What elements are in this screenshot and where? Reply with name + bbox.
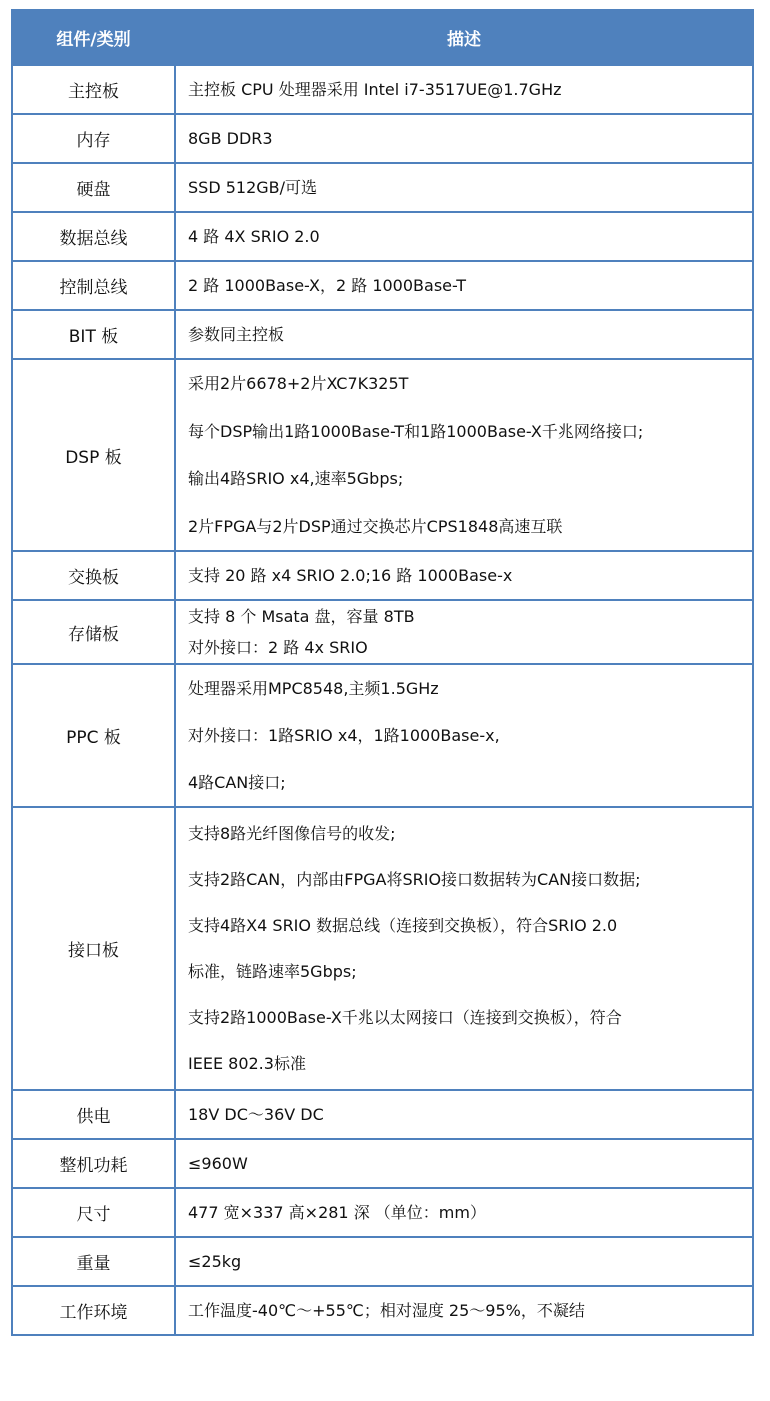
row-category: 工作环境 [12,1286,175,1335]
table-row [12,163,753,212]
row-description: 支持 20 路 x4 SRIO 2.0;16 路 1000Base-x [175,551,753,600]
row-category: 存储板 [12,600,175,664]
table-row [12,212,753,261]
row-description: 参数同主控板 [175,310,753,359]
description-line: 处理器采用MPC8548,主频1.5GHz [188,679,439,698]
row-description [175,807,753,1090]
description-line: 每个DSP输出1路1000Base-T和1路1000Base-X千兆网络接口; [188,421,644,441]
description-line: 对外接口：2 路 4x SRIO [188,638,368,657]
table-row [12,600,753,664]
row-category: 交换板 [12,551,175,600]
row-description: 2 路 1000Base-X，2 路 1000Base-T [175,261,753,310]
table-row [12,1090,753,1139]
row-description: ≤960W [175,1139,753,1188]
row-category: 控制总线 [12,261,175,310]
description-line: 支持4路X4 SRIO 数据总线（连接到交换板），符合SRIO 2.0 [188,915,618,935]
row-description: 477 宽×337 高×281 深 （单位：mm） [175,1188,753,1237]
description-line: 支持 8 个 Msata 盘，容量 8TB [188,607,415,626]
description-line: 支持8路光纤图像信号的收发; [188,823,396,843]
table-row [12,359,753,551]
row-description: ≤25kg [175,1237,753,1286]
header-description: 描述 [175,10,753,65]
description-line: 2片FPGA与2片DSP通过交换芯片CPS1848高速互联 [188,516,563,536]
row-category: DSP 板 [12,359,175,551]
row-category: 主控板 [12,65,175,114]
row-description: 工作温度-40℃～+55℃；相对湿度 25～95%，不凝结 [175,1286,753,1335]
row-category: 接口板 [12,807,175,1090]
table-row [12,114,753,163]
table-row [12,1188,753,1237]
row-category: 数据总线 [12,212,175,261]
description-line: 支持2路CAN，内部由FPGA将SRIO接口数据转为CAN接口数据; [188,869,641,889]
row-description [175,664,753,807]
table-row [12,65,753,114]
row-description [175,359,753,551]
row-category: 供电 [12,1090,175,1139]
row-category: PPC 板 [12,664,175,807]
table-row [12,807,753,1090]
spec-table [11,9,754,1336]
table-row [12,664,753,807]
description-line: 输出4路SRIO x4,速率5Gbps; [188,469,404,488]
row-category: 硬盘 [12,163,175,212]
row-description: 主控板 CPU 处理器采用 Intel i7-3517UE@1.7GHz [175,65,753,114]
description-line: 4路CAN接口; [188,773,286,792]
table-header-row [12,10,753,65]
table-row [12,1286,753,1335]
row-description: 18V DC～36V DC [175,1090,753,1139]
row-category: BIT 板 [12,310,175,359]
description-line: 标准，链路速率5Gbps; [188,961,357,981]
table-row [12,1237,753,1286]
table-row [12,551,753,600]
row-description: SSD 512GB/可选 [175,163,753,212]
description-line: IEEE 802.3标准 [188,1053,306,1073]
row-description: 4 路 4X SRIO 2.0 [175,212,753,261]
row-category: 内存 [12,114,175,163]
table-row [12,261,753,310]
row-category: 重量 [12,1237,175,1286]
table-row [12,310,753,359]
description-line: 采用2片6678+2片XC7K325T [188,374,409,393]
row-category: 整机功耗 [12,1139,175,1188]
table-row [12,1139,753,1188]
header-category: 组件/类别 [12,10,175,65]
description-line: 支持2路1000Base-X千兆以太网接口（连接到交换板），符合 [188,1007,622,1027]
description-line: 对外接口：1路SRIO x4，1路1000Base-x, [188,726,500,745]
row-description [175,600,753,664]
row-description: 8GB DDR3 [175,114,753,163]
row-category: 尺寸 [12,1188,175,1237]
